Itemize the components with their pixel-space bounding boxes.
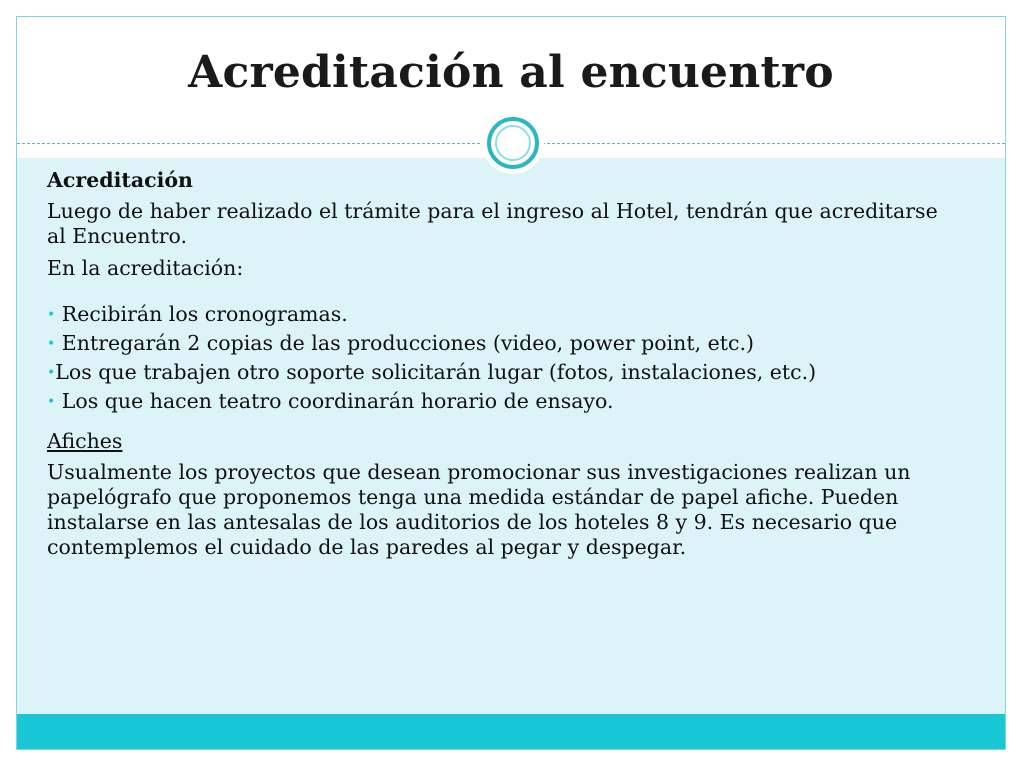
list-item: [47, 359, 947, 388]
slide-title: Acreditación al encuentro: [188, 47, 834, 98]
list-item-text: Recibirán los cronogramas.: [55, 302, 348, 326]
acreditacion-intro: En la acreditación:: [47, 256, 244, 280]
acreditacion-paragraph: Luego de haber realizado el trámite para el ingreso al Hotel, tendrán que acreditarse al Encuentro.: [47, 199, 938, 248]
ring-icon: [482, 112, 544, 174]
bullet-dot-icon: •: [47, 365, 56, 381]
list-item: [47, 330, 947, 359]
section-heading-acreditacion: Acreditación: [47, 168, 193, 192]
list-item-text: Los que trabajen otro soporte solicitarán lugar (fotos, instalaciones, etc.): [55, 360, 817, 384]
bottom-accent-band: [17, 714, 1005, 749]
bullet-dot-icon: •: [47, 394, 56, 410]
list-item-text: Los que hacen teatro coordinarán horario de ensayo.: [55, 389, 614, 413]
slide-body: [47, 167, 947, 560]
ring-outer: [487, 117, 539, 169]
bullet-dot-icon: •: [47, 307, 56, 323]
ring-inner: [495, 125, 531, 161]
afiches-paragraph: Usualmente los proyectos que desean promocionar sus investigaciones realizan un papelógrafo que proponemos tenga una medida estándar de papel afiche. Pueden instalarse en las antesalas de los auditorios de los hoteles 8 y 9. Es necesario que contemplemos el cuidado de las paredes al pegar y despegar.: [47, 460, 911, 559]
bullet-dot-icon: •: [47, 336, 56, 352]
list-item-text: Entregarán 2 copias de las producciones (video, power point, etc.): [55, 331, 755, 355]
list-item: [47, 388, 947, 417]
list-item: [47, 301, 947, 330]
section-heading-afiches: Afiches: [47, 429, 123, 453]
